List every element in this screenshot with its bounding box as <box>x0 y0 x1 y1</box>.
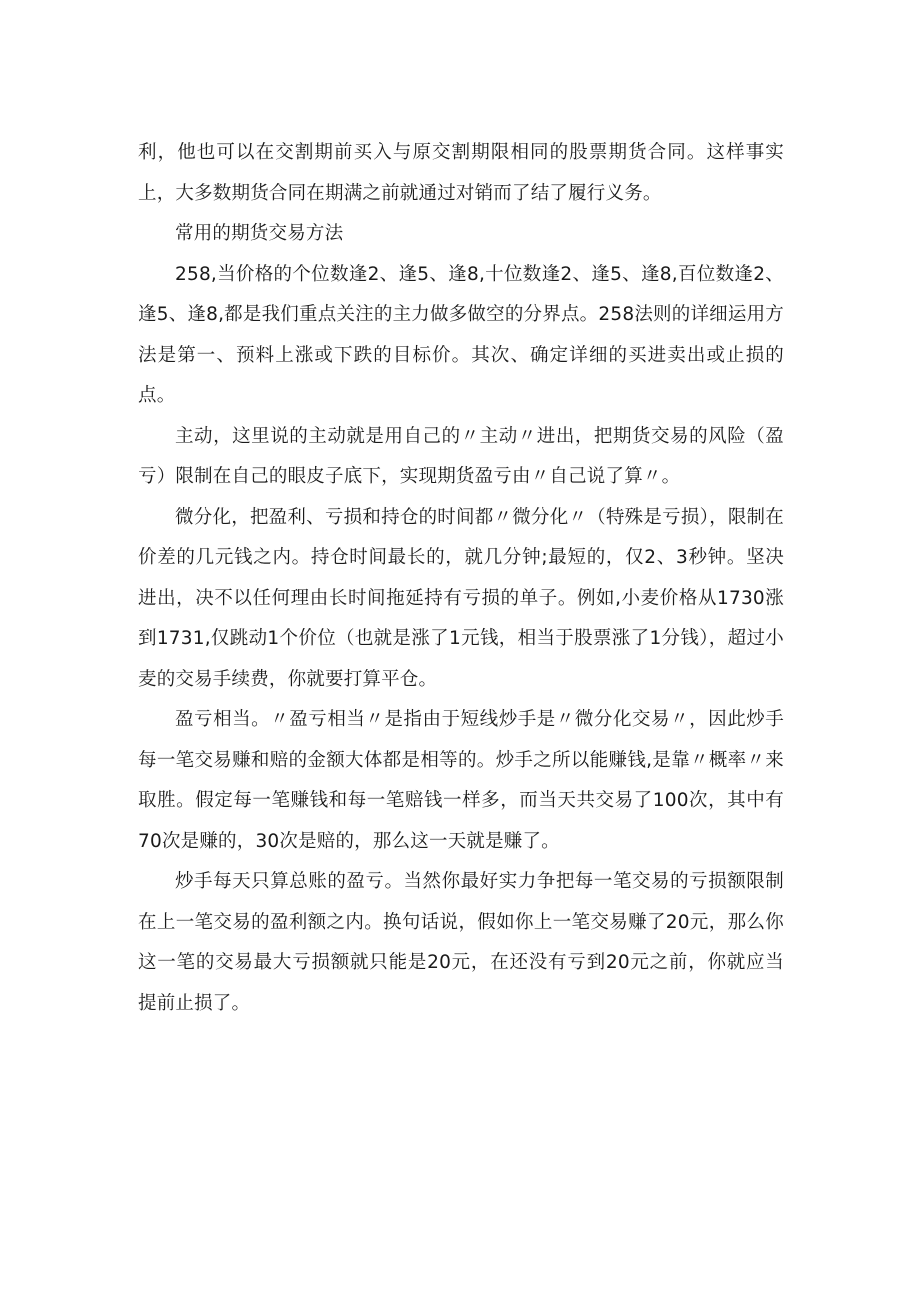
paragraph-balanced-profit-loss: 盈亏相当。〃盈亏相当〃是指由于短线炒手是〃微分化交易〃，因此炒手每一笔交易赚和赔的金额大体都是相等的。炒手之所以能赚钱,是靠〃概率〃来取胜。假定每一笔赚钱和每一笔赔钱一样多，而当天共交易了100次，其中有70次是赚的，30次是赔的，那么这一天就是赚了。 <box>138 709 784 852</box>
paragraph-micro-differentiation: 微分化，把盈利、亏损和持仓的时间都〃微分化〃（特殊是亏损），限制在价差的几元钱之内。持仓时间最长的，就几分钟;最短的，仅2、3秒钟。坚决进出，决不以任何理由长时间拖延持有亏损的单子。例如,小麦价格从1730涨到1731,仅跳动1个价位（也就是涨了1元钱，相当于股票涨了1分钱），超过小麦的交易手续费，你就要打算平仓。 <box>138 506 784 690</box>
paragraph-258-rule: 258,当价格的个位数逢2、逢5、逢8,十位数逢2、逢5、逢8,百位数逢2、逢5、逢8,都是我们重点关注的主力做多做空的分界点。258法则的详细运用方法是第一、预料上涨或下跌的目标价。其次、确定详细的买进卖出或止损的点。 <box>138 263 784 406</box>
paragraph-daily-total: 炒手每天只算总账的盈亏。当然你最好实力争把每一笔交易的亏损额限制在上一笔交易的盈利额之内。换句话说，假如你上一笔交易赚了20元，那么你这一笔的交易最大亏损额就只能是20元，在还没有亏到20元之前，你就应当提前止损了。 <box>138 871 784 1014</box>
document-body <box>138 133 784 1024</box>
section-heading: 常用的期货交易方法 <box>175 223 344 244</box>
paragraph-initiative: 主动，这里说的主动就是用自己的〃主动〃进出，把期货交易的风险（盈亏）限制在自己的眼皮子底下，实现期货盈亏由〃自己说了算〃。 <box>138 425 784 487</box>
paragraph-continuation: 利，他也可以在交割期前买入与原交割期限相同的股票期货合同。这样事实上，大多数期货合同在期满之前就通过对销而了结了履行义务。 <box>138 142 784 204</box>
